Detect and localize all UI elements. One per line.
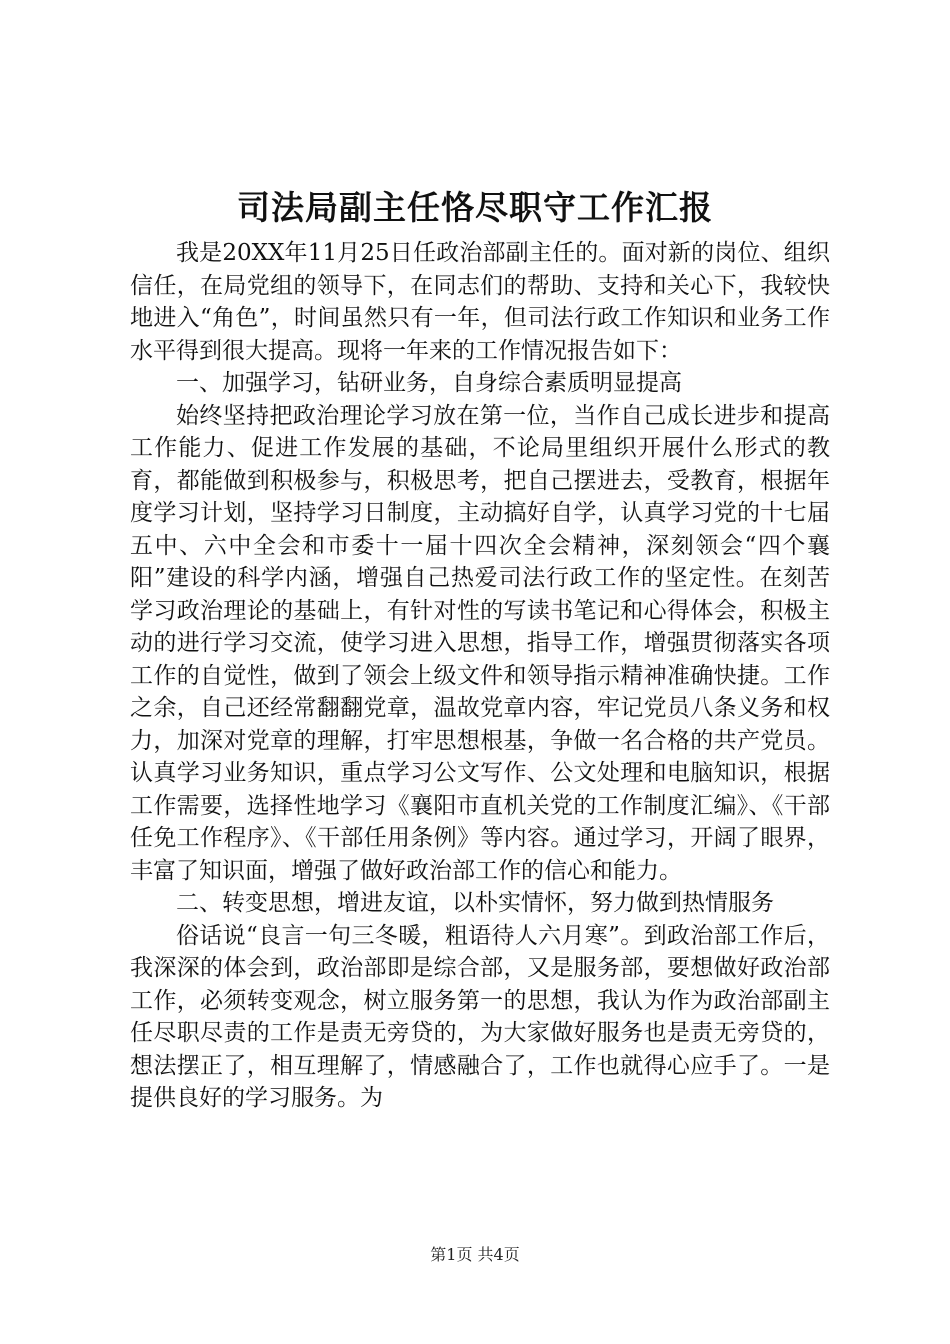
section-heading-1: 一、加强学习，钻研业务，自身综合素质明显提高 — [176, 370, 682, 396]
document-title: 司法局副主任恪尽职守工作汇报 — [237, 188, 713, 227]
document-body — [130, 237, 830, 1115]
intro-paragraph: 我是20XX年11月25日任政治部副主任的。面对新的岗位、组织信任，在局党组的领导下，在同志们的帮助、支持和关心下，我较快地进入“角色”，时间虽然只有一年，但司法行政工作知识和业务工作水平得到很大提高。现将一年来的工作情况报告如下： — [130, 240, 830, 364]
page-number: 第1页 共4页 — [430, 1245, 520, 1264]
section-2-paragraph: 俗话说“良言一句三冬暖，粗语待人六月寒”。到政治部工作后，我深深的体会到，政治部即是综合部，又是服务部，要想做好政治部工作，必须转变观念，树立服务第一的思想，我认为作为政治部副主任尽职尽责的工作是责无旁贷的，为大家做好服务也是责无旁贷的，想法摆正了，相互理解了，情感融合了，工作也就得心应手了。一是提供良好的学习服务。为 — [130, 922, 830, 1111]
section-heading-2: 二、转变思想，增进友谊，以朴实情怀，努力做到热情服务 — [176, 890, 774, 916]
section-1-paragraph: 始终坚持把政治理论学习放在第一位，当作自己成长进步和提高工作能力、促进工作发展的基础，不论局里组织开展什么形式的教育，都能做到积极参与，积极思考，把自己摆进去，受教育，根据年度学习计划，坚持学习日制度，主动搞好自学，认真学习党的十七届五中、六中全会和市委十一届十四次全会精神，深刻领会“四个襄阳”建设的科学内涵，增强自己热爱司法行政工作的坚定性。在刻苦学习政治理论的基础上，有针对性的写读书笔记和心得体会，积极主动的进行学习交流，使学习进入思想，指导工作，增强贯彻落实各项工作的自觉性，做到了领会上级文件和领导指示精神准确快捷。工作之余，自己还经常翻翻党章，温故党章内容，牢记党员八条义务和权力，加深对党章的理解，打牢思想根基，争做一名合格的共产党员。认真学习业务知识，重点学习公文写作、公文处理和电脑知识，根据工作需要，选择性地学习《襄阳市直机关党的工作制度汇编》、《干部任免工作程序》、《干部任用条例》等内容。通过学习，开阔了眼界，丰富了知识面，增强了做好政治部工作的信心和能力。 — [130, 402, 830, 884]
